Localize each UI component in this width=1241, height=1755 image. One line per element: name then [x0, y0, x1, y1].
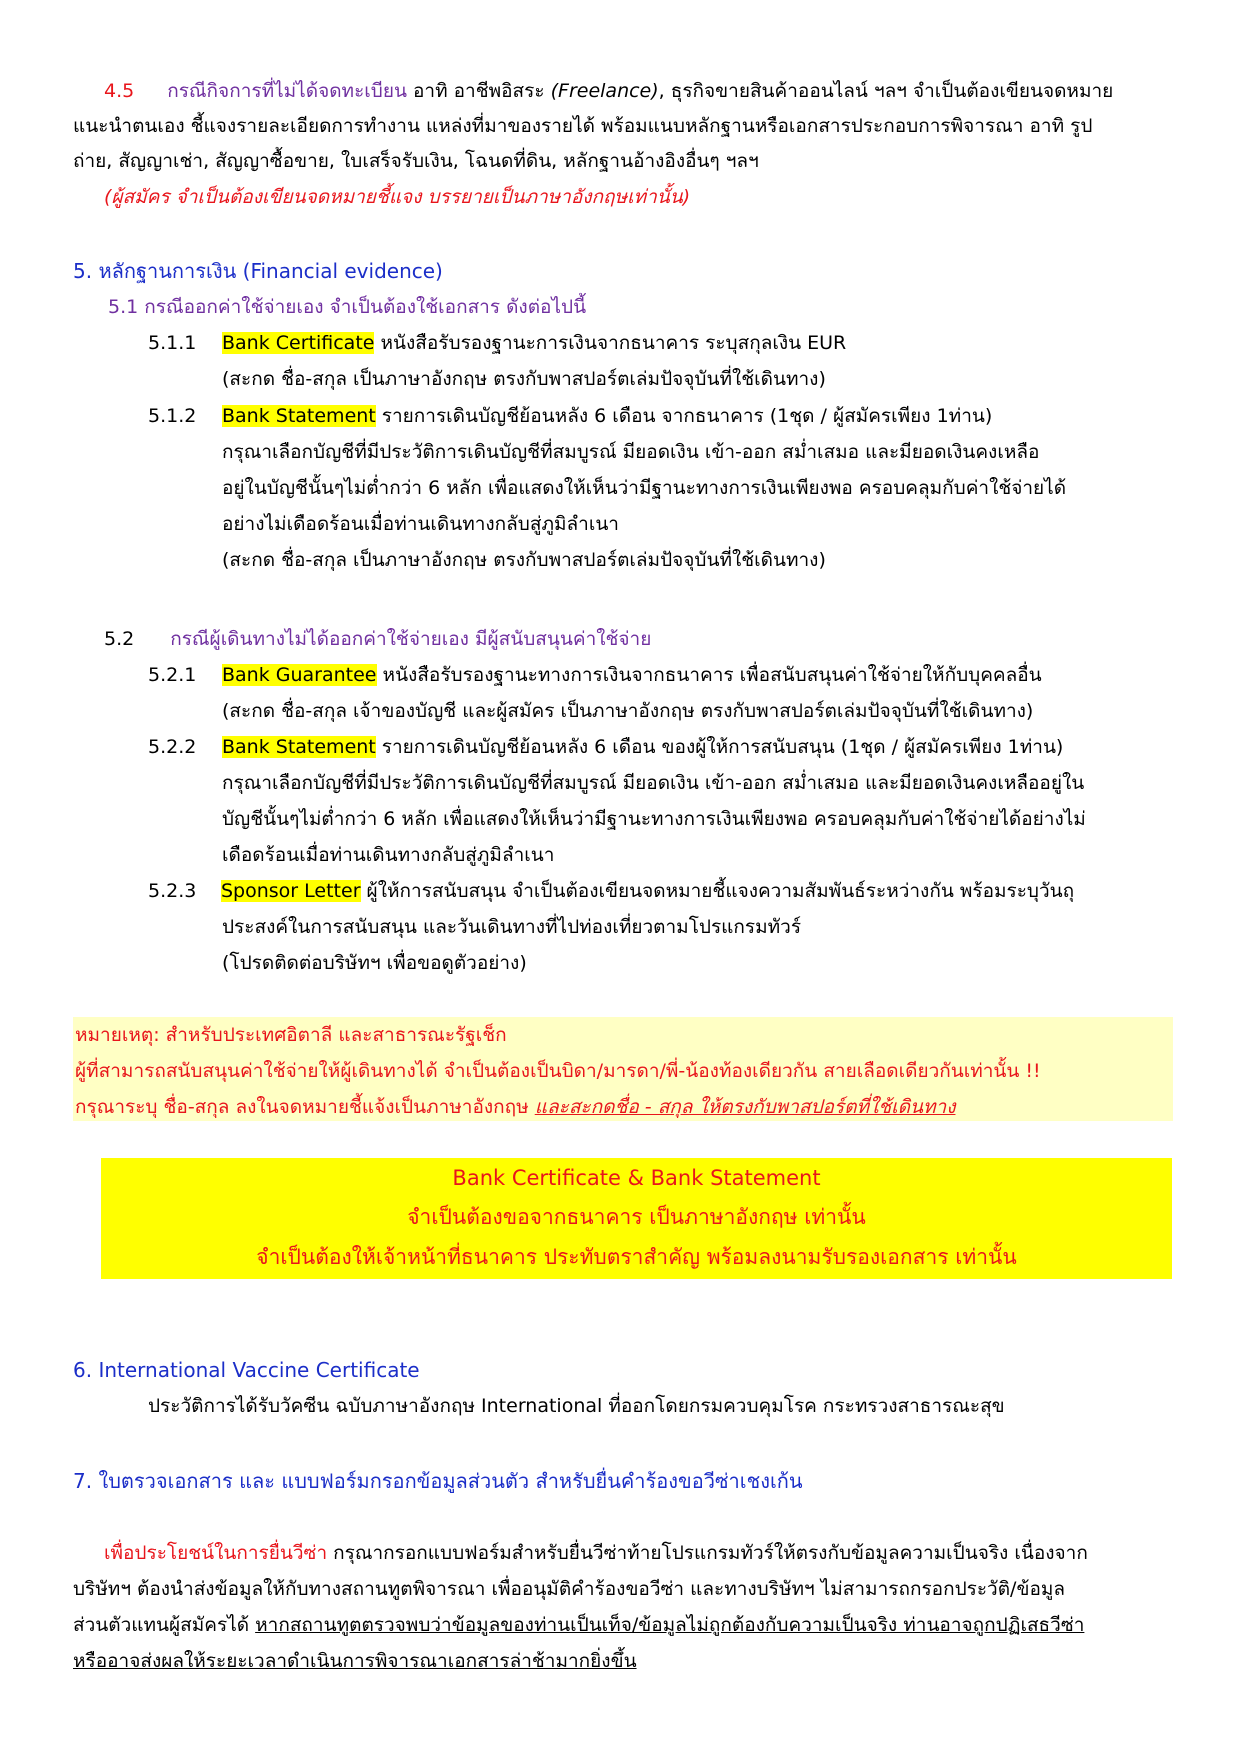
section-4-5-note: (ผู้สมัคร จำเป็นต้องเขียนจดหมายชี้แจง บรรยายเป็นภาษาอังกฤษเท่านั้น) [104, 186, 691, 208]
item-5-2-3-line2: ประสงค์ในการสนับสนุน และวันเดินทางที่ไปท่องเที่ยวตามโปรแกรมทัวร์ [222, 916, 802, 938]
item-5-2-2-line4: เดือดร้อนเมื่อท่านเดินทางกลับสู่ภูมิลำเนา [222, 844, 555, 866]
section-4-5-line2: แนะนำตนเอง ชี้แจงรายละเอียดการทำงาน แหล่งที่มาของรายได้ พร้อมแนบหลักฐานหรือเอกสารประกอบการพิจารณา อาทิ รูป [73, 115, 1093, 137]
section-5-2-number: 5.2 [104, 628, 135, 650]
remark-line3 [75, 1092, 955, 1122]
section-5-heading: 5. หลักฐานการเงิน (Financial evidence) [73, 259, 443, 283]
section-4-5-line1 [104, 76, 1113, 106]
section-7-heading: 7. ใบตรวจเอกสาร และ แบบฟอร์มกรอกข้อมูลส่วนตัว สำหรับยื่นคำร้องขอวีซ่าเชงเก้น [73, 1469, 803, 1493]
section-4-5-line3: ถ่าย, สัญญาเช่า, สัญญาซื้อขาย, ใบเสร็จรับเงิน, โฉนดที่ดิน, หลักฐานอ้างอิงอื่นๆ ฯลฯ [73, 150, 759, 172]
item-5-2-2-line3: บัญชีนั้นๆไม่ต่ำกว่า 6 หลัก เพื่อแสดงให้เห็นว่ามีฐานะทางการเงินเพียงพอ ครอบคลุมกับค่าใช้จ่ายได้อย่างไม่ [222, 808, 1086, 830]
section-4-5-number: 4.5 [104, 80, 135, 102]
section-4-5-title: กรณีกิจการที่ไม่ได้จดทะเบียน [167, 80, 407, 102]
section-7-line2: บริษัทฯ ต้องนำส่งข้อมูลให้กับทางสถานทูตพิจารณา เพื่ออนุมัติคำร้องขอวีซ่า และทางบริษัทฯ ไม่สามารถกรอกประวัติ/ข้อมูล [73, 1578, 1066, 1600]
item-5-2-1-text: หนังสือรับรองฐานะทางการเงินจากธนาคาร เพื่อสนับสนุนค่าใช้จ่ายให้กับบุคคลอื่น [376, 664, 1042, 686]
item-5-2-1-line1 [222, 660, 1042, 690]
item-5-2-3-label: Sponsor Letter [221, 880, 361, 902]
section-5-1-heading: 5.1 กรณีออกค่าใช้จ่ายเอง จำเป็นต้องใช้เอกสาร ดังต่อไปนี้ [108, 296, 587, 318]
section-5-2-heading [104, 624, 651, 654]
item-5-2-3-number: 5.2.3 [148, 880, 197, 902]
section-6-text: ประวัติการได้รับวัคซีน ฉบับภาษาอังกฤษ International ที่ออกโดยกรมควบคุมโรค กระทรวงสาธารณะสุข [148, 1395, 1005, 1417]
remark-line3-text: กรุณาระบุ ชื่อ-สกุล ลงในจดหมายชี้แจ้งเป็นภาษาอังกฤษ [75, 1096, 535, 1118]
remark-line1: หมายเหตุ: สำหรับประเทศอิตาลี และสาธารณะรัฐเช็ก [75, 1024, 507, 1046]
item-5-1-2-line4: อย่างไม่เดือดร้อนเมื่อท่านเดินทางกลับสู่ภูมิลำเนา [222, 513, 619, 535]
section-4-5-text-a: อาทิ อาชีพอิสระ [406, 80, 551, 102]
item-5-2-2-label: Bank Statement [222, 736, 376, 758]
item-5-2-1-number: 5.2.1 [148, 664, 197, 686]
item-5-1-2-text: รายการเดินบัญชีย้อนหลัง 6 เดือน จากธนาคาร (1ชุด / ผู้สมัครเพียง 1ท่าน) [375, 405, 993, 427]
remark-line2: ผู้ที่สามารถสนับสนุนค่าใช้จ่ายให้ผู้เดินทางได้ จำเป็นต้องเป็นบิดา/มารดา/พี่-น้องท้องเดียวกัน สายเลือดเดียวกันเท่านั้น !! [75, 1060, 1041, 1082]
item-5-1-2-label: Bank Statement [222, 405, 376, 427]
item-5-2-3-line1 [221, 876, 1074, 906]
item-5-2-3-line3: (โปรดติดต่อบริษัทฯ เพื่อขอดูตัวอย่าง) [222, 952, 527, 974]
section-7-line4: หรืออาจส่งผลให้ระยะเวลาดำเนินการพิจารณาเอกสารล่าช้ามากยิ่งขึ้น [73, 1650, 637, 1672]
item-5-2-1-line2: (สะกด ชื่อ-สกุล เจ้าของบัญชี และผู้สมัคร เป็นภาษาอังกฤษ ตรงกับพาสปอร์ตเล่มปัจจุบันที่ใช้เดินทาง) [222, 700, 1034, 722]
item-5-2-2-line1 [222, 732, 1063, 762]
item-5-2-1-label: Bank Guarantee [222, 664, 377, 686]
item-5-1-2-line3: อยู่ในบัญชีนั้นๆไม่ต่ำกว่า 6 หลัก เพื่อแสดงให้เห็นว่ามีฐานะทางการเงินเพียงพอ ครอบคลุมกับค่าใช้จ่ายได้ [222, 477, 1067, 499]
item-5-1-2-line1 [222, 401, 992, 431]
section-7-line3-underlined: หากสถานทูตตรวจพบว่าข้อมูลของท่านเป็นเท็จ/ข้อมูลไม่ถูกต้องกับความเป็นจริง ท่านอาจถูกปฏิเสธวีซ่า [255, 1614, 1085, 1636]
item-5-1-1-label: Bank Certificate [222, 332, 375, 354]
section-7-line1-text: กรุณากรอกแบบฟอร์มสำหรับยื่นวีซ่าท้ายโปรแกรมทัวร์ให้ตรงกับข้อมูลความเป็นจริง เนื่องจาก [327, 1542, 1088, 1564]
section-7-line3-text: ส่วนตัวแทนผู้สมัครได้ [73, 1614, 256, 1636]
section-7-line1 [104, 1538, 1088, 1568]
bank-box-line3: จำเป็นต้องให้เจ้าหน้าที่ธนาคาร ประทับตราสำคัญ พร้อมลงนามรับรองเอกสาร เท่านั้น [256, 1245, 1017, 1269]
item-5-1-1-number: 5.1.1 [148, 332, 197, 354]
section-7-lead: เพื่อประโยชน์ในการยื่นวีซ่า [104, 1542, 328, 1564]
section-6-heading: 6. International Vaccine Certificate [73, 1358, 420, 1382]
item-5-1-2-line2: กรุณาเลือกบัญชีที่มีประวัติการเดินบัญชีที่สมบูรณ์ มียอดเงิน เข้า-ออก สม่ำเสมอ และมียอดเงินคงเหลือ [222, 441, 1040, 463]
section-7-line3 [73, 1610, 1084, 1640]
section-5-2-title: กรณีผู้เดินทางไม่ได้ออกค่าใช้จ่ายเอง มีผู้สนับสนุนค่าใช้จ่าย [170, 628, 652, 650]
item-5-1-2-number: 5.1.2 [148, 405, 197, 427]
item-5-2-3-text: ผู้ให้การสนับสนุน จำเป็นต้องเขียนจดหมายชี้แจงความสัมพันธ์ระหว่างกัน พร้อมระบุวันถุ [360, 880, 1075, 902]
bank-box-line2: จำเป็นต้องขอจากธนาคาร เป็นภาษาอังกฤษ เท่านั้น [407, 1205, 866, 1229]
item-5-1-1-line2: (สะกด ชื่อ-สกุล เป็นภาษาอังกฤษ ตรงกับพาสปอร์ตเล่มปัจจุบันที่ใช้เดินทาง) [222, 368, 826, 390]
section-4-5-freelance: (Freelance) [550, 80, 659, 102]
remark-line3-underlined: และสะกดชื่อ - สกุล ให้ตรงกับพาสปอร์ตที่ใช้เดินทาง [534, 1096, 956, 1118]
item-5-2-2-line2: กรุณาเลือกบัญชีที่มีประวัติการเดินบัญชีที่สมบูรณ์ มียอดเงิน เข้า-ออก สม่ำเสมอ และมียอดเงินคงเหลืออยู่ใน [222, 772, 1085, 794]
item-5-1-1-line1 [222, 328, 846, 358]
bank-box-line1: Bank Certificate & Bank Statement [452, 1166, 821, 1190]
item-5-2-2-number: 5.2.2 [148, 736, 197, 758]
item-5-2-2-text: รายการเดินบัญชีย้อนหลัง 6 เดือน ของผู้ให้การสนับสนุน (1ชุด / ผู้สมัครเพียง 1ท่าน) [375, 736, 1064, 758]
item-5-1-1-text: หนังสือรับรองฐานะการเงินจากธนาคาร ระบุสกุลเงิน EUR [374, 332, 847, 354]
section-4-5-text-b: , ธุรกิจขายสินค้าออนไลน์ ฯลฯ จำเป็นต้องเขียนจดหมาย [658, 80, 1114, 102]
item-5-1-2-line5: (สะกด ชื่อ-สกุล เป็นภาษาอังกฤษ ตรงกับพาสปอร์ตเล่มปัจจุบันที่ใช้เดินทาง) [222, 549, 826, 571]
